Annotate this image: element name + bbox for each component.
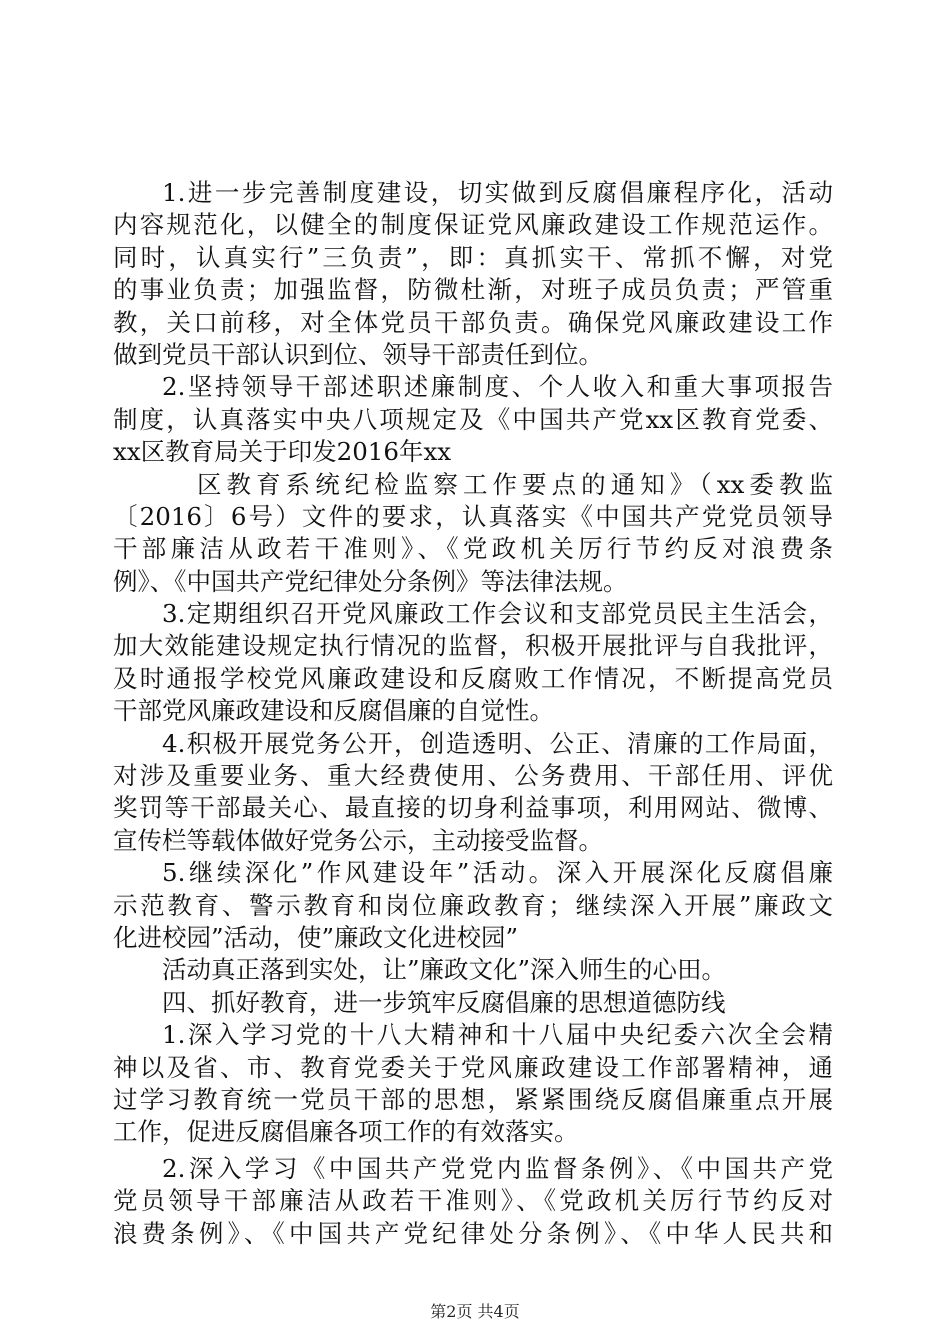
paragraph-line: 1.深入学习党的十八大精神和十八届中央纪委六次全会精 [162,1020,833,1050]
paragraph-line: 2.坚持领导干部述职述廉制度、个人收入和重大事项报告 [162,372,833,402]
paragraph-line: 示范教育、警示教育和岗位廉政教育；继续深入开展”廉政文 [113,890,833,920]
paragraph-line: 3.定期组织召开党风廉政工作会议和支部党员民主生活会， [162,599,833,629]
paragraph-line: 内容规范化，以健全的制度保证党风廉政建设工作规范运作。 [113,210,833,240]
paragraph-line: 化进校园”活动，使”廉政文化进校园” [113,922,519,952]
paragraph-line: 的事业负责；加强监督，防微杜渐，对班子成员负责；严管重 [113,275,833,305]
paragraph-line: 〔2016〕6号）文件的要求，认真落实《中国共产党党员领导 [113,501,833,531]
section-heading: 四、抓好教育，进一步筑牢反腐倡廉的思想道德防线 [162,987,726,1017]
paragraph-line: 奖罚等干部最关心、最直接的切身利益事项，利用网站、微博、 [113,793,833,823]
paragraph-line: 宣传栏等载体做好党务公示，主动接受监督。 [113,825,603,855]
paragraph-line: 工作，促进反腐倡廉各项工作的有效落实。 [113,1117,579,1147]
paragraph-line: 做到党员干部认识到位、领导干部责任到位。 [113,339,603,369]
paragraph-line: 教，关口前移，对全体党员干部负责。确保党风廉政建设工作 [113,307,833,337]
paragraph-line: 例》、《中国共产党纪律处分条例》等法律法规。 [113,566,628,596]
paragraph-line: 活动真正落到实处，让”廉政文化”深入师生的心田。 [162,955,727,985]
paragraph-line: 过学习教育统一党员干部的思想，紧紧围绕反腐倡廉重点开展 [113,1084,833,1114]
paragraph-line: 5.继续深化”作风建设年”活动。深入开展深化反腐倡廉 [162,858,833,888]
paragraph-line: 对涉及重要业务、重大经费使用、公务费用、干部任用、评优 [113,761,833,791]
paragraph-line: xx区教育局关于印发2016年xx [113,437,452,467]
paragraph-line: 浪费条例》、《中国共产党纪律处分条例》、《中华人民共和 [113,1218,833,1248]
paragraph-line: 及时通报学校党风廉政建设和反腐败工作情况，不断提高党员 [113,663,833,693]
paragraph-line: 4.积极开展党务公开，创造透明、公正、清廉的工作局面， [162,728,833,758]
page-footer: 第2页 共4页 [430,1302,520,1321]
paragraph-line: 同时，认真实行”三负责”，即：真抓实干、常抓不懈，对党 [113,242,833,272]
paragraph-line: 1.进一步完善制度建设，切实做到反腐倡廉程序化，活动 [162,178,833,207]
document-body [113,177,833,1250]
paragraph-line: 2.深入学习《中国共产党党内监督条例》、《中国共产党 [162,1153,833,1183]
paragraph-line: 制度，认真落实中央八项规定及《中国共产党xx区教育党委、 [113,404,833,434]
paragraph-line: 区教育系统纪检监察工作要点的通知》（xx委教监 [197,469,833,499]
paragraph-line: 神以及省、市、教育党委关于党风廉政建设工作部署精神，通 [113,1052,833,1082]
paragraph-line: 干部党风廉政建设和反腐倡廉的自觉性。 [113,696,554,726]
paragraph-line: 干部廉洁从政若干准则》、《党政机关厉行节约反对浪费条 [113,534,833,564]
paragraph-line: 加大效能建设规定执行情况的监督，积极开展批评与自我批评， [113,631,833,661]
paragraph-line: 党员领导干部廉洁从政若干准则》、《党政机关厉行节约反对 [113,1186,833,1216]
